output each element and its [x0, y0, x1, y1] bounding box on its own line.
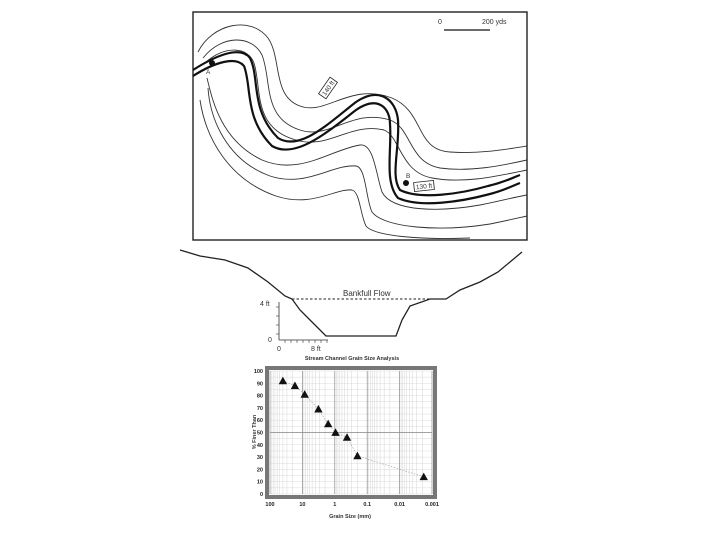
depth-4ft-label: 4 ft	[260, 301, 270, 308]
depth-zero-label: 0	[268, 337, 272, 344]
contour-label-bottom-box	[414, 180, 435, 191]
x-tick-label: 0.1	[363, 502, 372, 508]
width-zero-label: 0	[277, 346, 281, 353]
scale-zero-label: 0	[438, 19, 442, 26]
topographic-map	[193, 12, 527, 240]
y-tick-label: 100	[253, 369, 263, 375]
bankfull-label: Bankfull Flow	[343, 289, 391, 298]
grain-size-chart	[252, 356, 439, 520]
channel-cross-section	[180, 250, 522, 353]
y-tick-label: 40	[256, 442, 263, 449]
depth-axis-ticks	[276, 307, 279, 334]
scale-distance-label: 200 yds	[482, 19, 507, 26]
y-tick-label: 30	[256, 455, 263, 462]
y-tick-label: 60	[256, 418, 263, 425]
point-a-marker	[209, 60, 215, 66]
y-tick-label: 0	[259, 492, 263, 498]
y-tick-label: 20	[256, 467, 263, 474]
contour-label-top: 140 ft	[321, 79, 337, 98]
chart-x-axis-label: Grain Size (mm)	[329, 514, 371, 520]
y-tick-label: 10	[256, 479, 263, 486]
y-tick-label: 50	[256, 430, 263, 437]
width-8ft-label: 8 ft	[311, 346, 321, 353]
x-tick-label: 1	[333, 502, 337, 508]
point-b-label: B	[406, 173, 411, 180]
x-tick-label: 100	[265, 502, 275, 508]
y-tick-label: 90	[256, 381, 263, 388]
point-b-marker	[403, 180, 409, 186]
contour-label-bottom: 130 ft	[415, 182, 433, 192]
width-axis-ticks	[285, 340, 327, 343]
chart-title: Stream Channel Grain Size Analysis	[304, 356, 400, 362]
y-tick-label: 70	[256, 405, 263, 412]
x-tick-label: 10	[299, 502, 306, 508]
chart-x-tick-labels	[265, 502, 438, 508]
point-a-label: A	[206, 69, 211, 76]
chart-y-axis-label: % Finer Than	[252, 414, 258, 450]
y-tick-label: 80	[256, 393, 263, 400]
x-tick-label: 0.01	[394, 502, 405, 508]
x-tick-label: 0.001	[425, 502, 439, 508]
